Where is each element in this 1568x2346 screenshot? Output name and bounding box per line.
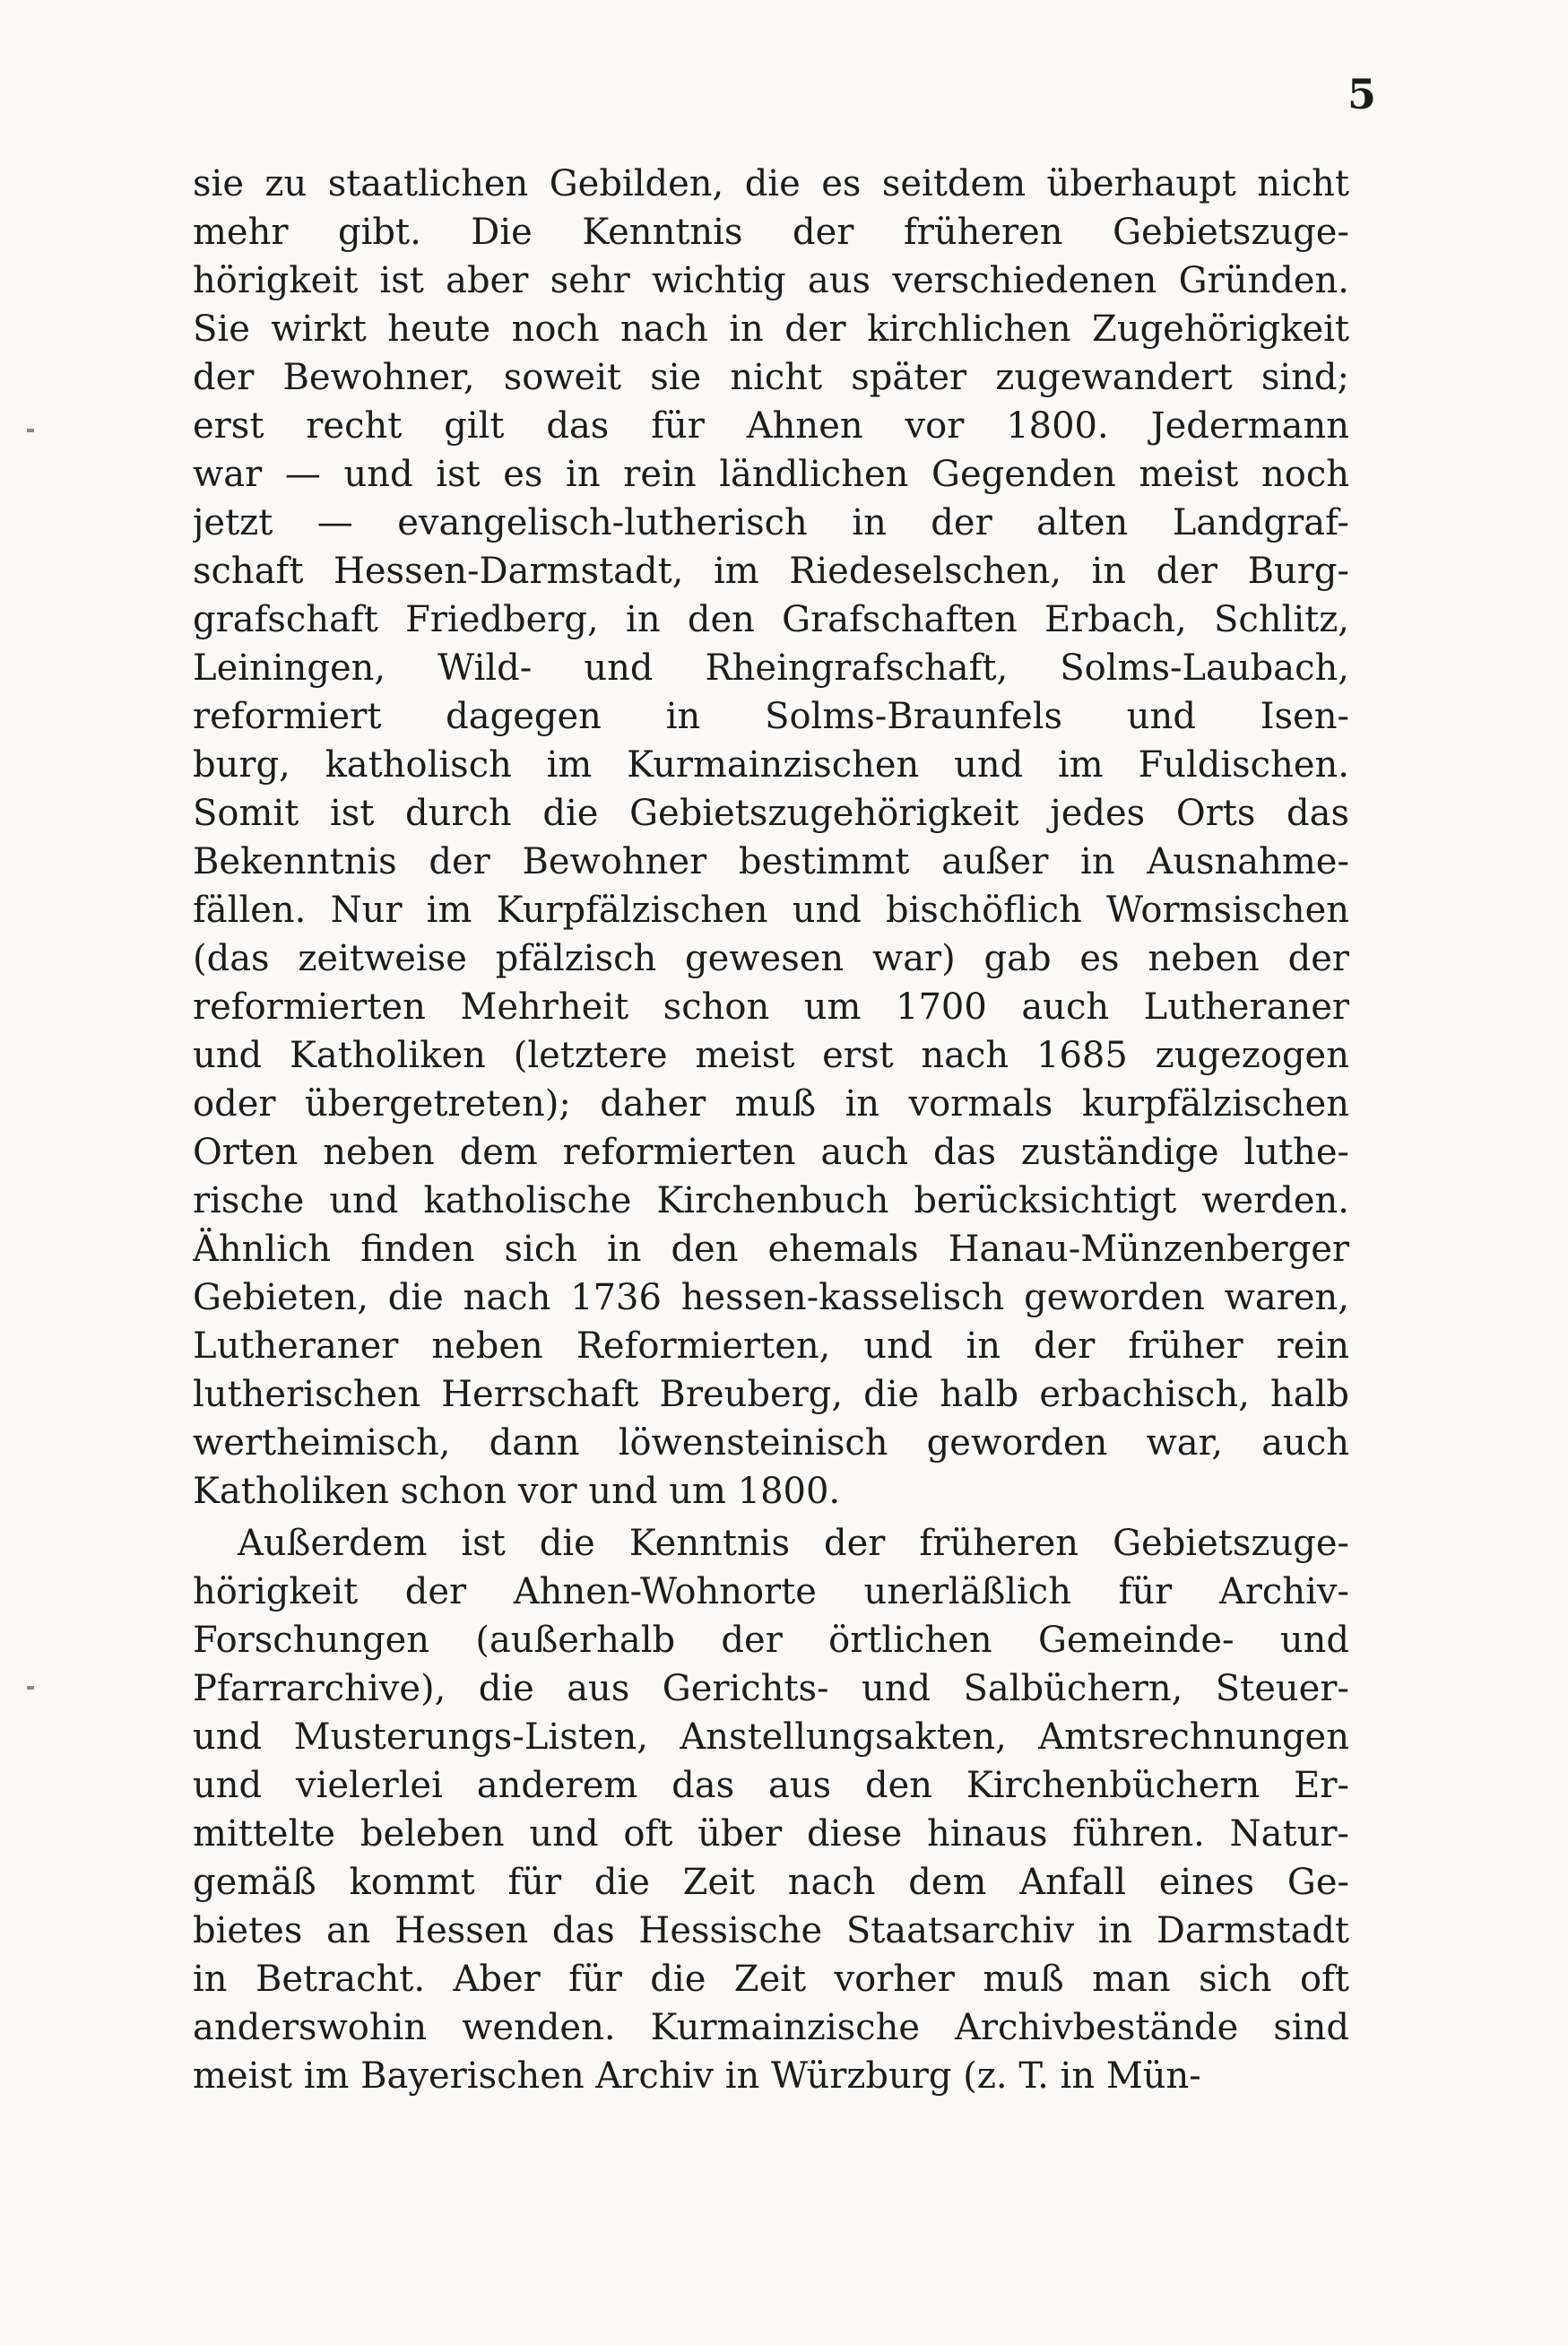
text-line: in Betracht. Aber für die Zeit vorher muß man sich oft bbox=[193, 1959, 1349, 2000]
margin-mark bbox=[27, 429, 34, 432]
text-line: Forschungen (außerhalb der örtlichen Gemeinde- und bbox=[193, 1620, 1349, 1661]
text-line: reformiert dagegen in Solms-Braunfels und Isen- bbox=[193, 696, 1349, 737]
text-line: anderswohin wenden. Kurmainzische Archivbestände sind bbox=[193, 2007, 1349, 2048]
text-line: mittelte beleben und oft über diese hinaus führen. Natur- bbox=[193, 1813, 1349, 1855]
text-line: oder übergetreten); daher muß in vormals kurpfälzischen bbox=[193, 1083, 1349, 1125]
text-line: und Musterungs-Listen, Anstellungsakten, Amtsrechnungen bbox=[193, 1716, 1349, 1758]
body-text bbox=[193, 160, 1349, 2100]
text-line: Sie wirkt heute noch nach in der kirchlichen Zugehörigkeit bbox=[193, 308, 1349, 350]
text-line: mehr gibt. Die Kenntnis der früheren Gebietszuge- bbox=[193, 212, 1349, 253]
paragraph-1 bbox=[193, 160, 1349, 1516]
text-line: Leiningen, Wild- und Rheingrafschaft, Solms-Laubach, bbox=[193, 647, 1349, 689]
page-number: 5 bbox=[1347, 70, 1376, 118]
text-line: Gebieten, die nach 1736 hessen-kasselisch geworden waren, bbox=[193, 1277, 1349, 1318]
text-line: erst recht gilt das für Ahnen vor 1800. Jedermann bbox=[193, 405, 1349, 447]
text-line: Bekenntnis der Bewohner bestimmt außer in Ausnahme- bbox=[193, 841, 1349, 882]
text-line: Katholiken schon vor und um 1800. bbox=[193, 1471, 841, 1512]
text-line: wertheimisch, dann löwensteinisch geworden war, auch bbox=[193, 1422, 1349, 1464]
text-line: schaft Hessen-Darmstadt, im Riedeselschen, in der Burg- bbox=[193, 551, 1349, 592]
text-line: Pfarrarchive), die aus Gerichts- und Salbüchern, Steuer- bbox=[193, 1668, 1349, 1709]
text-line: Somit ist durch die Gebietszugehörigkeit jedes Orts das bbox=[193, 793, 1349, 834]
text-line: Lutheraner neben Reformierten, und in der früher rein bbox=[193, 1325, 1349, 1367]
text-line: sie zu staatlichen Gebilden, die es seitdem überhaupt nicht bbox=[193, 163, 1349, 204]
text-line: Außerdem ist die Kenntnis der früheren Gebietszuge- bbox=[238, 1523, 1349, 1564]
text-line: reformierten Mehrheit schon um 1700 auch Lutheraner bbox=[193, 986, 1349, 1028]
text-line: Orten neben dem reformierten auch das zuständige luthe- bbox=[193, 1132, 1349, 1173]
text-line: meist im Bayerischen Archiv in Würzburg (z. T. in Mün- bbox=[193, 2055, 1201, 2097]
text-line: der Bewohner, soweit sie nicht später zugewandert sind; bbox=[193, 357, 1349, 398]
text-line: fällen. Nur im Kurpfälzischen und bischöflich Wormsischen bbox=[193, 890, 1349, 931]
text-line: hörigkeit der Ahnen-Wohnorte unerläßlich für Archiv- bbox=[193, 1571, 1349, 1612]
text-line: (das zeitweise pfälzisch gewesen war) gab es neben der bbox=[193, 938, 1349, 979]
paragraph-2 bbox=[193, 1519, 1349, 2100]
text-line: burg, katholisch im Kurmainzischen und im Fuldischen. bbox=[193, 744, 1349, 786]
text-line: war — und ist es in rein ländlichen Gegenden meist noch bbox=[193, 454, 1349, 495]
text-line: Ähnlich finden sich in den ehemals Hanau-Münzenberger bbox=[193, 1229, 1349, 1270]
text-line: und vielerlei anderem das aus den Kirchenbüchern Er- bbox=[193, 1765, 1349, 1806]
text-line: jetzt — evangelisch-lutherisch in der alten Landgraf- bbox=[193, 502, 1349, 543]
text-line: rische und katholische Kirchenbuch berücksichtigt werden. bbox=[193, 1180, 1349, 1221]
text-line: bietes an Hessen das Hessische Staatsarchiv in Darmstadt bbox=[193, 1910, 1349, 1951]
text-line: lutherischen Herrschaft Breuberg, die halb erbachisch, halb bbox=[193, 1374, 1349, 1415]
text-line: grafschaft Friedberg, in den Grafschaften Erbach, Schlitz, bbox=[193, 599, 1349, 640]
text-line: hörigkeit ist aber sehr wichtig aus verschiedenen Gründen. bbox=[193, 260, 1349, 301]
text-line: und Katholiken (letztere meist erst nach 1685 zugezogen bbox=[193, 1035, 1349, 1076]
margin-mark bbox=[27, 1686, 34, 1690]
text-line: gemäß kommt für die Zeit nach dem Anfall eines Ge- bbox=[193, 1862, 1349, 1903]
